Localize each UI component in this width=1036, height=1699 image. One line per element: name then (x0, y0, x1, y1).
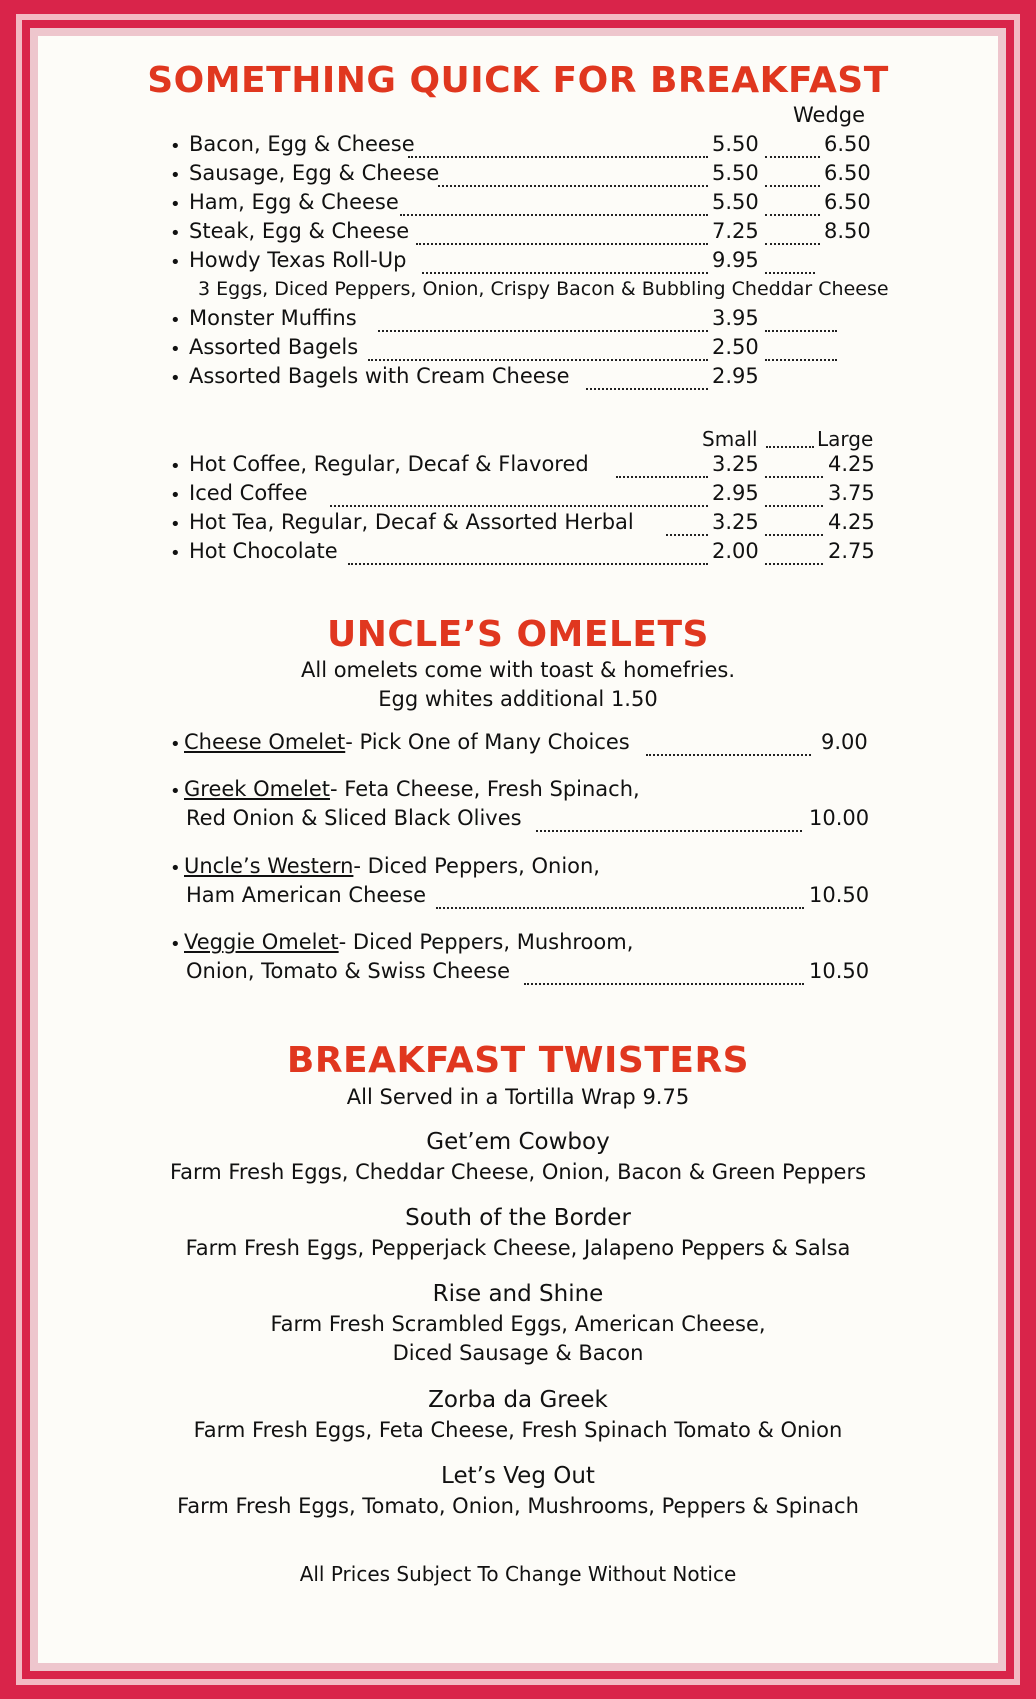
menu-item-price: 7.25 (712, 219, 759, 243)
bullet: • (170, 339, 181, 360)
menu-item-price: 2.50 (712, 335, 759, 359)
dot-leader (765, 185, 820, 187)
dot-leader (765, 272, 815, 274)
dot-leader (765, 359, 837, 361)
menu-item-name: Ham, Egg & Cheese (189, 190, 399, 214)
menu-item-price: 5.50 (712, 132, 759, 156)
drink-name: Hot Tea, Regular, Decaf & Assorted Herbal (189, 510, 634, 534)
bullet: • (170, 368, 181, 389)
menu-item-price: 3.95 (712, 306, 759, 330)
omelet-description: Red Onion & Sliced Black Olives (186, 806, 522, 830)
twister-name: Rise and Shine (432, 1281, 604, 1307)
dot-leader (765, 476, 823, 478)
drink-small-price: 3.25 (712, 452, 759, 476)
dot-leader (765, 534, 823, 536)
dot-leader (765, 214, 820, 216)
menu-item-name: Monster Muffins (189, 306, 357, 330)
wedge-label: Wedge (793, 103, 866, 127)
bullet: • (170, 223, 181, 244)
drink-name: Hot Chocolate (189, 539, 338, 563)
omelet-item (184, 777, 640, 801)
menu-item-price: 9.95 (712, 248, 759, 272)
dot-leader (616, 476, 708, 478)
omelet-item (184, 930, 633, 954)
omelets-note: All omelets come with toast & homefries. (301, 658, 735, 682)
menu-item-price: 5.50 (712, 161, 759, 185)
twister-name: Let’s Veg Out (441, 1463, 595, 1489)
drink-name: Hot Coffee, Regular, Decaf & Flavored (189, 452, 589, 476)
twisters-heading: BREAKFAST TWISTERS (286, 1040, 750, 1081)
dot-leader (765, 563, 823, 565)
small-label: Small (702, 427, 758, 451)
large-label: Large (817, 427, 874, 451)
bullet: • (170, 781, 181, 802)
twister-description: Farm Fresh Eggs, Cheddar Cheese, Onion, Bacon & Green Peppers (169, 1160, 867, 1184)
dot-leader (646, 754, 811, 756)
omelet-price: 10.00 (809, 806, 870, 830)
menu-item-name: Steak, Egg & Cheese (189, 219, 410, 243)
menu-item-name: Sausage, Egg & Cheese (189, 161, 440, 185)
omelet-item (184, 730, 630, 754)
omelets-note: Egg whites additional 1.50 (378, 687, 658, 711)
menu-page (38, 36, 998, 1663)
breakfast-heading: SOMETHING QUICK FOR BREAKFAST (147, 60, 889, 101)
omelet-description: - Diced Peppers, Onion, (353, 854, 600, 878)
menu-item-wedge-price: 8.50 (824, 219, 871, 243)
dot-leader (524, 983, 804, 985)
dot-leader (765, 505, 823, 507)
menu-item-price: 2.95 (712, 364, 759, 388)
omelet-item (184, 854, 600, 878)
bullet: • (170, 136, 181, 157)
twisters-subtitle: All Served in a Tortilla Wrap 9.75 (346, 1085, 690, 1109)
omelet-description: Ham American Cheese (186, 883, 427, 907)
twister-description: Diced Sausage & Bacon (392, 1341, 644, 1365)
dot-leader (666, 534, 708, 536)
twister-description: Farm Fresh Scrambled Eggs, American Cheese, (270, 1312, 766, 1336)
omelet-name: Uncle’s Western (184, 854, 354, 878)
dot-leader (586, 388, 708, 390)
drink-name: Iced Coffee (189, 481, 308, 505)
menu-item-wedge-price: 6.50 (824, 161, 871, 185)
dot-leader (416, 243, 708, 245)
drink-small-price: 2.95 (712, 481, 759, 505)
twister-description: Farm Fresh Eggs, Pepperjack Cheese, Jalapeno Peppers & Salsa (185, 1236, 851, 1260)
bullet: • (170, 858, 181, 879)
dot-leader (536, 830, 802, 832)
menu-item-name: Howdy Texas Roll-Up (189, 248, 407, 272)
bullet: • (170, 514, 181, 535)
omelet-description: - Pick One of Many Choices (345, 730, 630, 754)
dot-leader (330, 505, 708, 507)
omelets-heading: UNCLE’S OMELETS (327, 614, 709, 655)
bullet: • (170, 252, 181, 273)
drink-large-price: 4.25 (828, 452, 875, 476)
drink-small-price: 2.00 (712, 539, 759, 563)
dot-leader (408, 156, 708, 158)
twister-name: Zorba da Greek (428, 1387, 608, 1413)
menu-item-name: Bacon, Egg & Cheese (189, 132, 415, 156)
omelet-description: Onion, Tomato & Swiss Cheese (186, 959, 510, 983)
drink-small-price: 3.25 (712, 510, 759, 534)
bullet: • (170, 194, 181, 215)
bullet: • (170, 456, 181, 477)
menu-item-name: Assorted Bagels with Cream Cheese (189, 364, 570, 388)
dot-leader (422, 272, 708, 274)
twister-name: South of the Border (405, 1205, 631, 1231)
omelet-description: - Diced Peppers, Mushroom, (338, 930, 634, 954)
dot-leader (368, 359, 708, 361)
dot-leader (765, 156, 820, 158)
omelet-price: 10.50 (809, 883, 870, 907)
drink-large-price: 3.75 (828, 481, 875, 505)
twister-description: Farm Fresh Eggs, Feta Cheese, Fresh Spinach Tomato & Onion (193, 1418, 843, 1442)
omelet-description: - Feta Cheese, Fresh Spinach, (330, 777, 640, 801)
drink-large-price: 2.75 (828, 539, 875, 563)
omelet-name: Veggie Omelet (184, 930, 339, 954)
omelet-price: 10.50 (809, 959, 870, 983)
dot-leader (378, 330, 708, 332)
menu-item-price: 5.50 (712, 190, 759, 214)
bullet: • (170, 310, 181, 331)
drink-large-price: 4.25 (828, 510, 875, 534)
menu-item-name: Assorted Bagels (189, 335, 359, 359)
bullet: • (170, 543, 181, 564)
menu-item-wedge-price: 6.50 (824, 190, 871, 214)
bullet: • (170, 165, 181, 186)
price-disclaimer: All Prices Subject To Change Without Notice (299, 1562, 737, 1586)
omelet-name: Cheese Omelet (184, 730, 346, 754)
twister-description: Farm Fresh Eggs, Tomato, Onion, Mushrooms, Peppers & Spinach (177, 1494, 859, 1518)
dot-leader (766, 446, 814, 448)
dot-leader (765, 330, 837, 332)
dot-leader (400, 214, 708, 216)
bullet: • (170, 485, 181, 506)
omelet-name: Greek Omelet (184, 777, 331, 801)
bullet: • (170, 734, 181, 755)
bullet: • (170, 934, 181, 955)
dot-leader (765, 243, 820, 245)
omelet-price: 9.00 (821, 730, 868, 754)
dot-leader (438, 185, 708, 187)
rollup-description: 3 Eggs, Diced Peppers, Onion, Crispy Bacon & Bubbling Cheddar Cheese (198, 278, 889, 300)
dot-leader (436, 907, 804, 909)
dot-leader (348, 563, 708, 565)
twister-name: Get’em Cowboy (426, 1129, 610, 1155)
menu-item-wedge-price: 6.50 (824, 132, 871, 156)
